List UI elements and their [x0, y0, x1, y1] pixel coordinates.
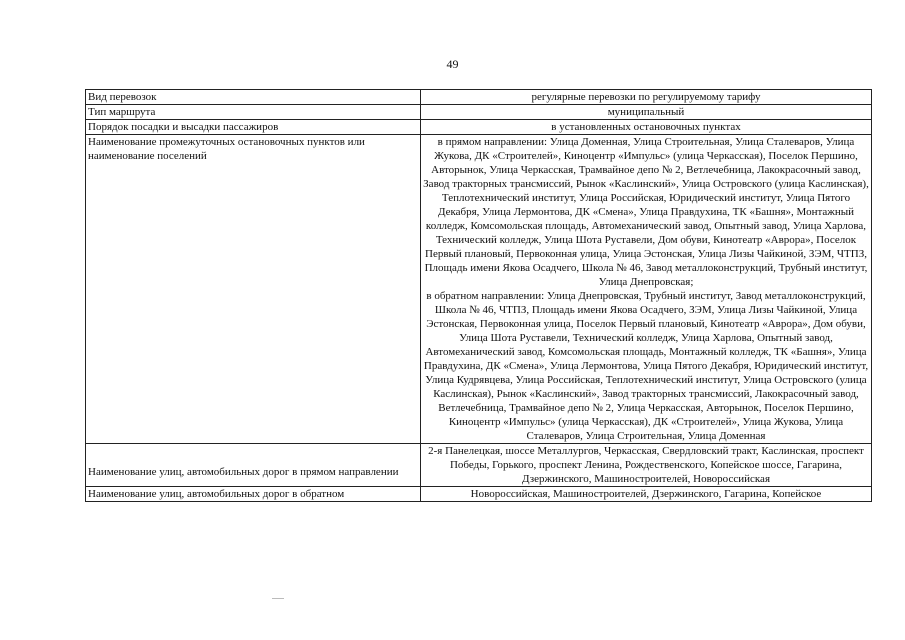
row-label-transport-type: Вид перевозок [86, 90, 421, 105]
route-table [85, 89, 872, 502]
table-row [86, 90, 872, 105]
row-label-boarding-order: Порядок посадки и высадки пассажиров [86, 120, 421, 135]
table-row [86, 135, 872, 444]
row-label-streets-forward [86, 444, 421, 487]
table-row [86, 444, 872, 487]
row-label-streets-backward: Наименование улиц, автомобильных дорог в обратном [86, 487, 421, 502]
row-value-streets-forward: 2-я Панелецкая, шоссе Металлургов, Черкасская, Свердловский тракт, Каслинская, проспект Победы, Горького, проспект Ленина, Рождественского, Копейское шоссе, Гагарина, Дзержинского, Машиностроителей, Новороссийская [421, 444, 872, 487]
row-value-boarding-order: в установленных остановочных пунктах [421, 120, 872, 135]
row-value-streets-backward: Новороссийская, Машиностроителей, Дзержинского, Гагарина, Копейское [421, 487, 872, 502]
row-label-intermediate-stops: Наименование промежуточных остановочных пунктов или наименование поселений [86, 135, 421, 444]
stops-backward-direction: в обратном направлении: Улица Днепровская, Трубный институт, Завод металлоконструкций, Школа № 46, ЧТПЗ, Площадь имени Якова Осадчего, ЗЭМ, Улица Лизы Чайкиной, Улица Эстонская, Первоконная улица, Поселок Первый плановый, Кинотеатр «Аврора», Дом обуви, Улица Шота Руставели, Технический колледж, Улица Харлова, Опытный завод, Автомеханический завод, Комсомольская площадь, Монтажный колледж, ТК «Башня», Улица Правдухина, ДК «Смена», Улица Лермонтова, Улица Пятого Декабря, Юридический институт, Улица Кудрявцева, Улица Российская, Теплотехнический институт, Улица Островского (улица Каслинская), Рынок «Каслинский», Завод тракторных трансмиссий, Лакокрасочный завод, Ветлечебница, Трамвайное депо № 2, Улица Черкасская, Авторынок, Поселок Першино, Киноцентр «Импульс» (улица Черкасская), ДК «Строителей», Улица Жукова, Улица Сталеваров, Улица Строительная, Улица Доменная [423, 290, 869, 442]
label-spacer [88, 451, 418, 465]
row-label-route-type: Тип маршрута [86, 105, 421, 120]
table-row [86, 487, 872, 502]
row-value-route-type: муниципальный [421, 105, 872, 120]
stops-forward-direction: в прямом направлении: Улица Доменная, Улица Строительная, Улица Сталеваров, Улица Жукова, ДК «Строителей», Киноцентр «Импульс» (улица Черкасская), Поселок Першино, Авторынок, Улица Черкасская, Трамвайное депо № 2, Ветлечебница, Лакокрасочный завод, Завод тракторных трансмиссий, Рынок «Каслинский», Улица Островского (улица Каслинская), Теплотехнический институт, Улица Российская, Юридический институт, Улица Пятого Декабря, Улица Лермонтова, ДК «Смена», Улица Правдухина, ТК «Башня», Монтажный колледж, Комсомольская площадь, Автомеханический завод, Опытный завод, Улица Харлова, Технический колледж, Улица Шота Руставели, Дом обуви, Кинотеатр «Аврора», Поселок Первый плановый, Первоконная улица, Улица Эстонская, Улица Лизы Чайкиной, ЗЭМ, ЧТПЗ, Площадь имени Якова Осадчего, Школа № 46, Завод металлоконструкций, Трубный институт, Улица Днепровская; [423, 136, 869, 288]
row-label-streets-forward-text: Наименование улиц, автомобильных дорог в прямом направлении [88, 466, 399, 478]
table-row [86, 120, 872, 135]
page-number: 49 [446, 57, 459, 71]
scan-artifact [272, 598, 284, 599]
table-row [86, 105, 872, 120]
row-value-transport-type: регулярные перевозки по регулируемому тарифу [421, 90, 872, 105]
row-value-intermediate-stops [421, 135, 872, 444]
